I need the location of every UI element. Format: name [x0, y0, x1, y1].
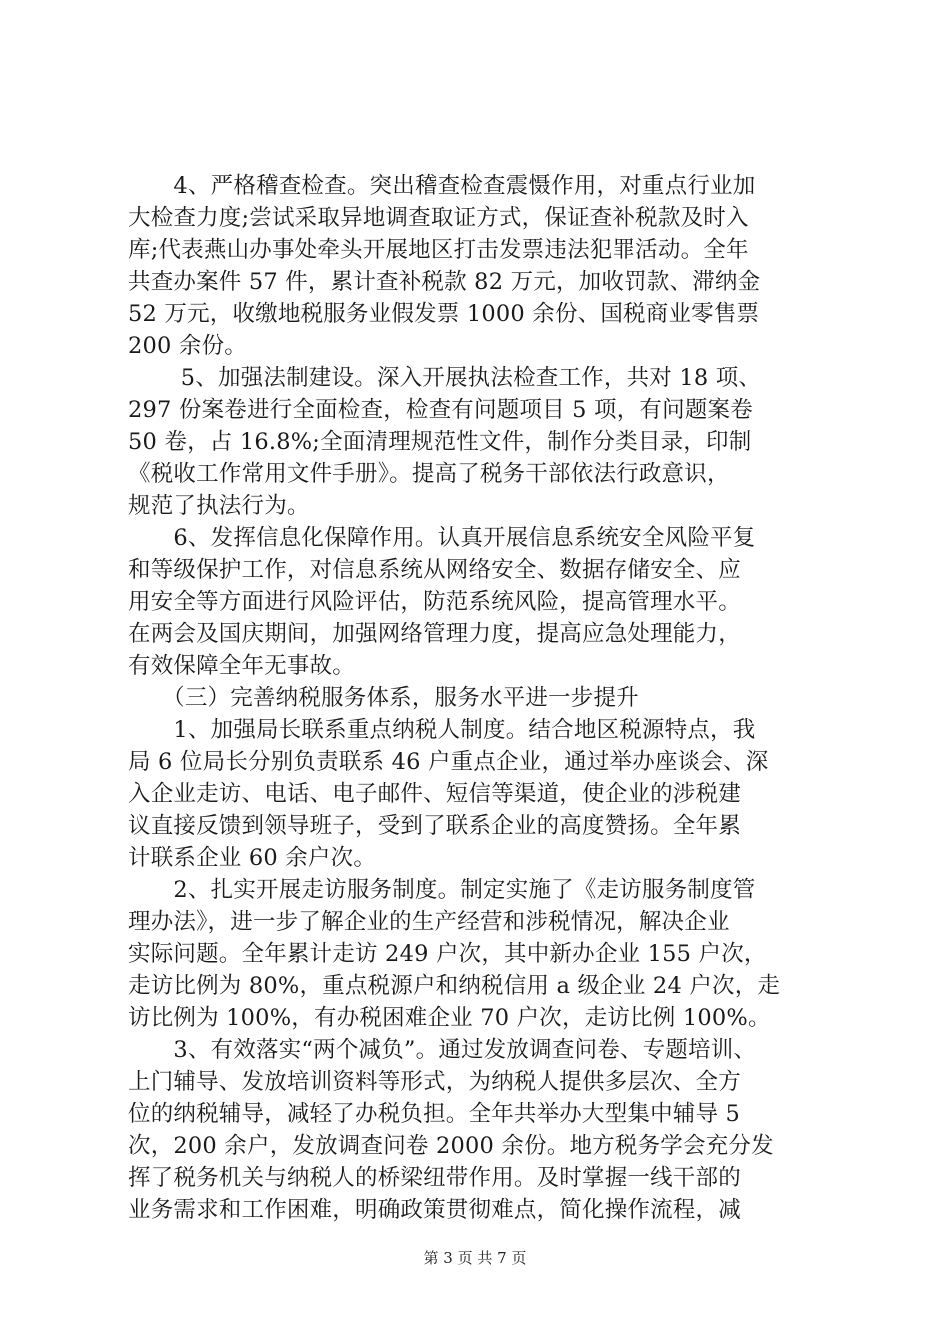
text-line: 297 份案卷进行全面检查，检查有问题项目 5 项，有问题案卷	[128, 397, 753, 423]
text-line: 大检查力度;尝试采取异地调查取证方式，保证查补税款及时入	[128, 205, 749, 231]
page-number-footer: 第 3 页 共 7 页	[423, 1249, 527, 1267]
text-line: 访比例为 100%，有办税困难企业 70 户次，走访比例 100%。	[128, 1005, 771, 1031]
text-line: 库;代表燕山办事处牵头开展地区打击发票违法犯罪活动。全年	[128, 237, 749, 263]
text-line: 6、发挥信息化保障作用。认真开展信息系统安全风险平复	[128, 525, 756, 551]
text-line: 用安全等方面进行风险评估，防范系统风险，提高管理水平。	[128, 589, 741, 615]
text-line: 上门辅导、发放培训资料等形式，为纳税人提供多层次、全方	[128, 1069, 741, 1095]
text-line: 50 卷，占 16.8%;全面清理规范性文件，制作分类目录，印制	[128, 429, 752, 455]
text-line: 4、严格稽查检查。突出稽查检查震慑作用，对重点行业加	[128, 173, 756, 199]
text-line: 计联系企业 60 余户次。	[128, 845, 377, 871]
text-line: 3、有效落实“两个减负”。通过发放调查问卷、专题培训、	[128, 1037, 757, 1063]
section-heading: （三）完善纳税服务体系，服务水平进一步提升	[128, 685, 639, 711]
text-line: 和等级保护工作，对信息系统从网络安全、数据存储安全、应	[128, 557, 741, 583]
text-line: 规范了执法行为。	[128, 493, 310, 519]
text-line: 1、加强局长联系重点纳税人制度。结合地区税源特点，我	[128, 717, 756, 743]
text-line: 业务需求和工作困难，明确政策贯彻难点，简化操作流程，减	[128, 1197, 741, 1223]
text-line: 《税收工作常用文件手册》。提高了税务干部依法行政意识，	[128, 461, 730, 487]
text-line: 52 万元，收缴地税服务业假发票 1000 余份、国税商业零售票	[128, 301, 760, 327]
text-line: 议直接反馈到领导班子，受到了联系企业的高度赞扬。全年累	[128, 813, 741, 839]
text-line: 在两会及国庆期间，加强网络管理力度，提高应急处理能力，	[128, 621, 741, 647]
text-line: 5、加强法制建设。深入开展执法检查工作，共对 18 项、	[128, 365, 762, 391]
text-line: 走访比例为 80%，重点税源户和纳税信用 a 级企业 24 户次，走	[128, 973, 781, 999]
text-line: 入企业走访、电话、电子邮件、短信等渠道，使企业的涉税建	[128, 781, 741, 807]
body-text	[128, 170, 828, 1226]
text-line: 理办法》，进一步了解企业的生产经营和涉税情况，解决企业	[128, 909, 730, 935]
text-line: 2、扎实开展走访服务制度。制定实施了《走访服务制度管	[128, 877, 756, 903]
text-line: 实际问题。全年累计走访 249 户次，其中新办企业 155 户次，	[128, 941, 767, 967]
text-line: 位的纳税辅导，减轻了办税负担。全年共举办大型集中辅导 5	[128, 1101, 741, 1127]
text-line: 共查办案件 57 件，累计查补税款 82 万元，加收罚款、滞纳金	[128, 269, 761, 295]
text-line: 局 6 位局长分别负责联系 46 户重点企业，通过举办座谈会、深	[128, 749, 769, 775]
text-line: 200 余份。	[128, 333, 247, 359]
text-line: 有效保障全年无事故。	[128, 653, 356, 679]
text-line: 次，200 余户，发放调查问卷 2000 余份。地方税务学会充分发	[128, 1133, 774, 1159]
text-line: 挥了税务机关与纳税人的桥梁纽带作用。及时掌握一线干部的	[128, 1165, 741, 1191]
